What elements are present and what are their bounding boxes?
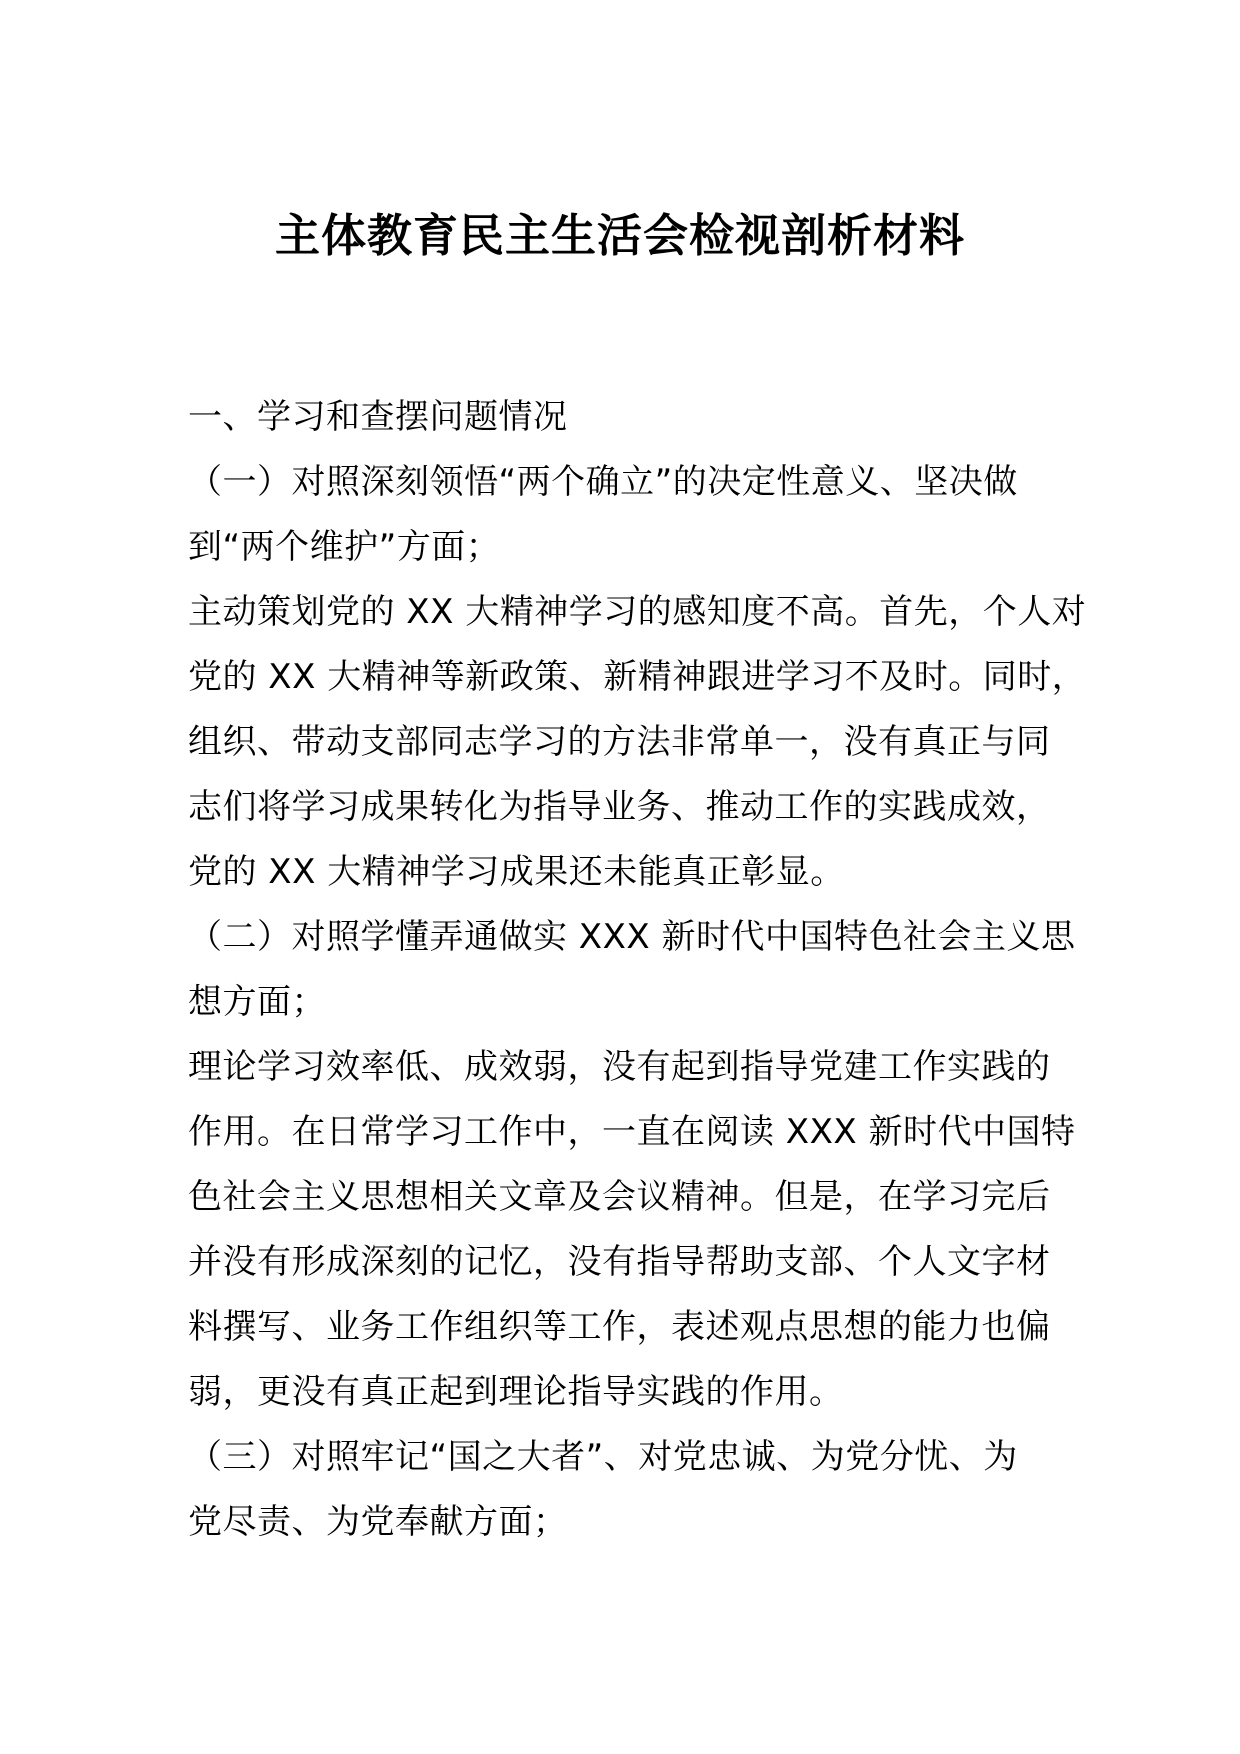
text-line: 组织、带动支部同志学习的方法非常单一，没有真正与同 (188, 722, 1051, 762)
text-line: （一）对照深刻领悟“两个确立”的决定性意义、坚决做 (188, 462, 1018, 502)
body-paragraph-2 (188, 1035, 1076, 1425)
text-line: （二）对照学懂弄通做实 XXX 新时代中国特色社会主义思 (188, 917, 1076, 957)
section-heading-1 (188, 385, 1068, 450)
document-body (188, 385, 1087, 1555)
body-paragraph-1 (188, 580, 1087, 905)
text-line: 党的 XX 大精神学习成果还未能真正彰显。 (188, 852, 845, 892)
text-line: 料撰写、业务工作组织等工作，表述观点思想的能力也偏 (188, 1307, 1051, 1347)
text-line: 到“两个维护”方面； (188, 527, 501, 567)
text-line: 理论学习效率低、成效弱，没有起到指导党建工作实践的 (188, 1047, 1051, 1087)
text-line: 作用。在日常学习工作中，一直在阅读 XXX 新时代中国特 (188, 1112, 1076, 1152)
document-title: 主体教育民主生活会检视剖析材料 (274, 209, 965, 262)
text-line: 想方面； (188, 982, 326, 1022)
text-line: 弱，更没有真正起到理论指导实践的作用。 (188, 1372, 844, 1412)
subsection-heading-1 (188, 450, 1068, 580)
subsection-heading-3 (188, 1425, 1068, 1555)
subsection-heading-2 (188, 905, 1076, 1035)
text-line: 主动策划党的 XX 大精神学习的感知度不高。首先，个人对 (188, 592, 1087, 632)
text-line: 色社会主义思想相关文章及会议精神。但是，在学习完后 (188, 1177, 1051, 1217)
text-line: 党的 XX 大精神等新政策、新精神跟进学习不及时。同时， (188, 657, 1087, 697)
text-line: 志们将学习成果转化为指导业务、推动工作的实践成效， (188, 787, 1051, 827)
text-line: （三）对照牢记“国之大者”、对党忠诚、为党分忧、为 (188, 1437, 1018, 1477)
text-line: 并没有形成深刻的记忆，没有指导帮助支部、个人文字材 (188, 1242, 1051, 1282)
text-line: 一、学习和查摆问题情况 (188, 397, 568, 437)
text-line: 党尽责、为党奉献方面； (188, 1502, 568, 1542)
